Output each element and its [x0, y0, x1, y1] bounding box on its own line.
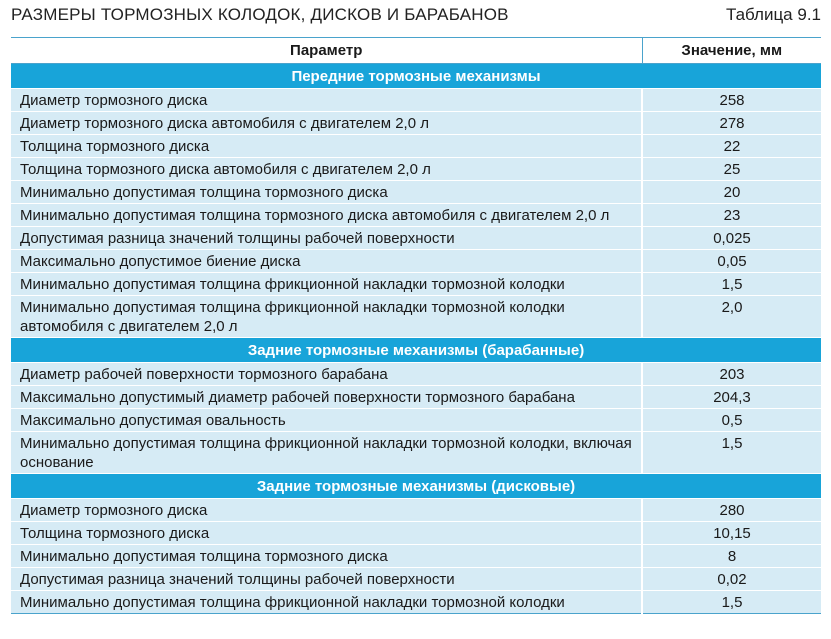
- parameter-cell: Диаметр тормозного диска автомобиля с двигателем 2,0 л: [11, 112, 642, 135]
- parameter-cell: Диаметр рабочей поверхности тормозного барабана: [11, 363, 642, 386]
- parameter-cell: Диаметр тормозного диска: [11, 499, 642, 522]
- column-header-value: Значение, мм: [642, 38, 821, 64]
- value-cell: 22: [642, 135, 821, 158]
- parameter-cell: Минимально допустимая толщина фрикционной накладки тормозной колодки автомобиля с двигателем 2,0 л: [11, 296, 642, 338]
- value-cell: 1,5: [642, 432, 821, 474]
- section-title: Передние тормозные механизмы: [11, 64, 821, 89]
- brake-dimensions-table: [11, 37, 821, 614]
- section-title: Задние тормозные механизмы (барабанные): [11, 338, 821, 363]
- table-row: [11, 273, 821, 296]
- parameter-cell: Толщина тормозного диска: [11, 522, 642, 545]
- table-row: [11, 135, 821, 158]
- table-row: [11, 363, 821, 386]
- section-header-row: [11, 64, 821, 89]
- value-cell: 280: [642, 499, 821, 522]
- value-cell: 0,02: [642, 568, 821, 591]
- table-row: [11, 591, 821, 614]
- value-cell: 8: [642, 545, 821, 568]
- table-row: [11, 499, 821, 522]
- parameter-cell: Минимально допустимая толщина фрикционной накладки тормозной колодки: [11, 591, 642, 614]
- value-cell: 1,5: [642, 273, 821, 296]
- table-number: Таблица 9.1: [725, 5, 821, 24]
- section-header-row: [11, 474, 821, 499]
- table-row: [11, 432, 821, 474]
- title-bar: [11, 5, 821, 29]
- section-header-row: [11, 338, 821, 363]
- value-cell: 25: [642, 158, 821, 181]
- document-title: РАЗМЕРЫ ТОРМОЗНЫХ КОЛОДОК, ДИСКОВ И БАРАБАНОВ: [11, 5, 509, 24]
- table-row: [11, 158, 821, 181]
- parameter-cell: Минимально допустимая толщина тормозного диска: [11, 545, 642, 568]
- value-cell: 0,5: [642, 409, 821, 432]
- value-cell: 10,15: [642, 522, 821, 545]
- parameter-cell: Толщина тормозного диска автомобиля с двигателем 2,0 л: [11, 158, 642, 181]
- value-cell: 0,05: [642, 250, 821, 273]
- parameter-cell: Минимально допустимая толщина тормозного диска: [11, 181, 642, 204]
- table-row: [11, 522, 821, 545]
- table-row: [11, 89, 821, 112]
- parameter-cell: Допустимая разница значений толщины рабочей поверхности: [11, 227, 642, 250]
- parameter-cell: Максимально допустимая овальность: [11, 409, 642, 432]
- parameter-cell: Максимально допустимое биение диска: [11, 250, 642, 273]
- table-row: [11, 568, 821, 591]
- value-cell: 2,0: [642, 296, 821, 338]
- parameter-cell: Диаметр тормозного диска: [11, 89, 642, 112]
- value-cell: 0,025: [642, 227, 821, 250]
- value-cell: 1,5: [642, 591, 821, 614]
- table-row: [11, 296, 821, 338]
- table-row: [11, 204, 821, 227]
- value-cell: 258: [642, 89, 821, 112]
- table-body: [11, 64, 821, 614]
- section-title: Задние тормозные механизмы (дисковые): [11, 474, 821, 499]
- table-row: [11, 112, 821, 135]
- parameter-cell: Минимально допустимая толщина фрикционной накладки тормозной колодки, включая основание: [11, 432, 642, 474]
- parameter-cell: Максимально допустимый диаметр рабочей поверхности тормозного барабана: [11, 386, 642, 409]
- parameter-cell: Допустимая разница значений толщины рабочей поверхности: [11, 568, 642, 591]
- table-row: [11, 250, 821, 273]
- column-header-parameter: Параметр: [11, 38, 642, 64]
- table-row: [11, 227, 821, 250]
- value-cell: 278: [642, 112, 821, 135]
- value-cell: 23: [642, 204, 821, 227]
- value-cell: 203: [642, 363, 821, 386]
- table-header-row: [11, 38, 821, 64]
- table-row: [11, 386, 821, 409]
- parameter-cell: Толщина тормозного диска: [11, 135, 642, 158]
- parameter-cell: Минимально допустимая толщина тормозного диска автомобиля с двигателем 2,0 л: [11, 204, 642, 227]
- value-cell: 20: [642, 181, 821, 204]
- value-cell: 204,3: [642, 386, 821, 409]
- table-row: [11, 409, 821, 432]
- parameter-cell: Минимально допустимая толщина фрикционной накладки тормозной колодки: [11, 273, 642, 296]
- table-row: [11, 545, 821, 568]
- table-row: [11, 181, 821, 204]
